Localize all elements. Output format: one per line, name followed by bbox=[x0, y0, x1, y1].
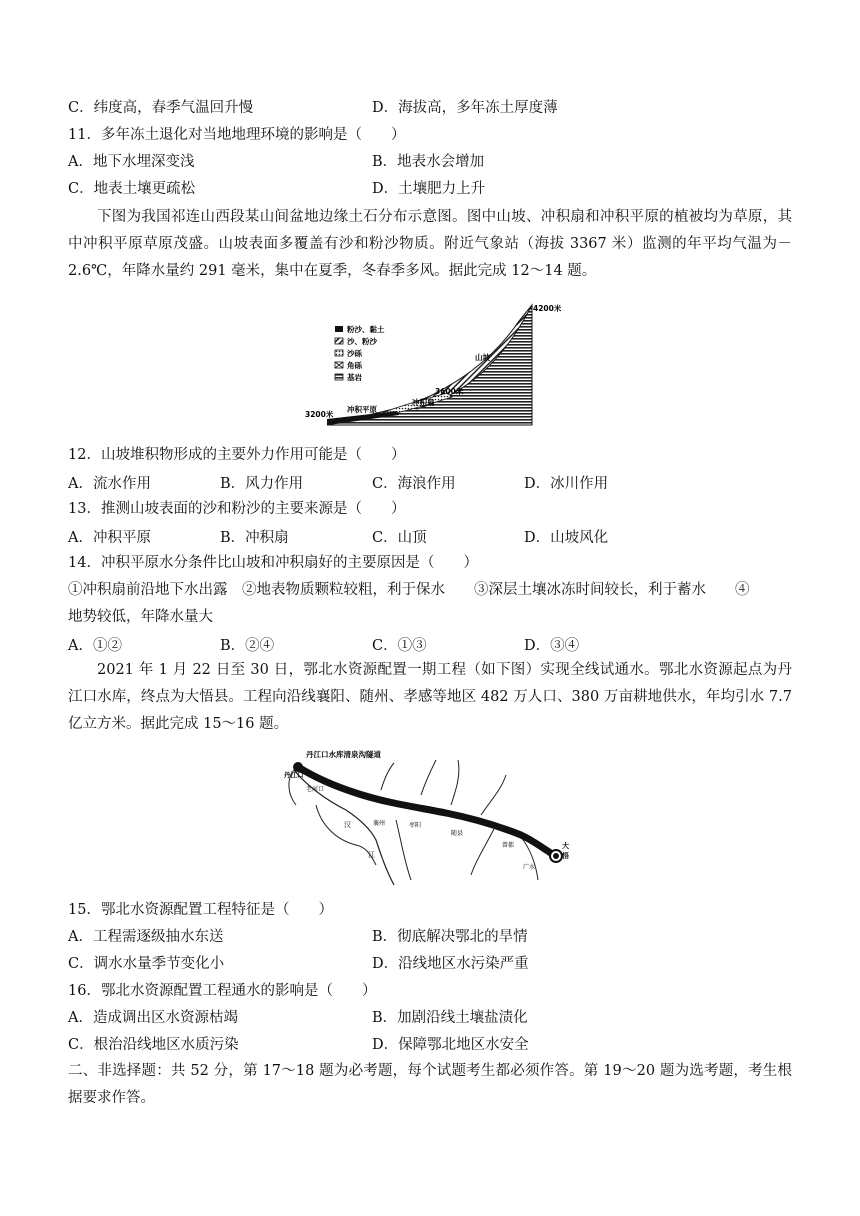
q11-stem: 11．多年冻土退化对当地地理环境的影响是（ ） bbox=[68, 127, 406, 143]
label-laohekou: 老河口 bbox=[306, 786, 325, 793]
q13-option-b: B．冲积扇 bbox=[220, 530, 289, 546]
q14-option-a: A．①② bbox=[68, 638, 122, 654]
q15-stem: 15．鄂北水资源配置工程特征是（ ） bbox=[68, 902, 333, 918]
legend-gravel: 沙砾 bbox=[347, 349, 362, 358]
q16-option-a: A．造成调出区水资源枯竭 bbox=[68, 1010, 238, 1026]
q13-option-a: A．冲积平原 bbox=[68, 530, 151, 546]
q10-option-d: D．海拔高，多年冻土厚度薄 bbox=[372, 100, 558, 116]
q13-option-c: C．山顶 bbox=[372, 530, 427, 546]
passage-qilian: 下图为我国祁连山西段某山间盆地边缘土石分布示意图。图中山坡、冲积扇和冲积平原的植被均为草原，其中冲积平原草原茂盛。山坡表面多覆盖有沙和粉沙物质。附近气象站（海拔 3367 米）监测的年平均气温为－2.6℃，年降水量约 291 毫米，集中在夏季，冬春季多风。据此完成 12～14 题。 bbox=[68, 209, 792, 279]
q11-option-a: A．地下水埋深变浅 bbox=[68, 154, 195, 170]
q16-option-c: C．根治沿线地区水质污染 bbox=[68, 1037, 239, 1053]
legend-swatch-gravel bbox=[335, 350, 343, 356]
label-guangshui: 广水 bbox=[523, 864, 536, 871]
label-dawu-2: 悟 bbox=[562, 852, 569, 860]
q11-option-d: D．土壤肥力上升 bbox=[372, 181, 486, 197]
q15-option-b: B．彻底解决鄂北的旱情 bbox=[372, 929, 528, 945]
q12-option-c: C．海浪作用 bbox=[372, 476, 456, 492]
passage-ebei: 2021 年 1 月 22 日至 30 日，鄂北水资源配置一期工程（如下图）实现全线试通水。鄂北水资源起点为丹江口水库，终点为大悟县。工程向沿线襄阳、随州、孝感等地区 482 万人口、380 万亩耕地供水，年均引水 7.7 亿立方米。据此完成 15～16 题。 bbox=[68, 662, 792, 732]
q13-stem: 13．推测山坡表面的沙和粉沙的主要来源是（ ） bbox=[68, 501, 406, 517]
legend-sand-silt: 沙、粉沙 bbox=[347, 337, 377, 346]
legend-swatch-sand-silt bbox=[335, 338, 343, 344]
label-zengdu: 曾都 bbox=[502, 842, 515, 849]
legend-silt-clay: 粉沙、黏土 bbox=[347, 325, 385, 334]
q15-option-d: D．沿线地区水污染严重 bbox=[372, 956, 529, 972]
label-3600m: 3600米 bbox=[435, 387, 464, 396]
water-project-map bbox=[276, 745, 583, 888]
label-tunnel: 丹江口水库清泉沟隧道 bbox=[306, 750, 381, 759]
tributary-n1 bbox=[381, 763, 394, 790]
q14-stem: 14．冲积平原水分条件比山坡和冲积扇好的主要原因是（ ） bbox=[68, 555, 478, 571]
legend-swatch-silt-clay bbox=[335, 326, 343, 332]
q16-option-d: D．保障鄂北地区水安全 bbox=[372, 1037, 529, 1053]
label-danjiangkou: 丹江口 bbox=[284, 771, 304, 779]
legend-breccia: 角砾 bbox=[347, 361, 362, 370]
q12-option-d: D．冰川作用 bbox=[524, 476, 609, 492]
q16-stem: 16．鄂北水资源配置工程通水的影响是（ ） bbox=[68, 983, 377, 999]
q10-option-c: C．纬度高，春季气温回升慢 bbox=[68, 100, 254, 116]
label-3200m: 3200米 bbox=[305, 410, 334, 419]
tributary-n4 bbox=[481, 775, 506, 815]
label-suixian: 随县 bbox=[451, 830, 464, 837]
label-xiangzhou: 襄州 bbox=[373, 820, 386, 827]
label-han: 汉 bbox=[344, 821, 351, 829]
tributary-s1 bbox=[471, 825, 496, 875]
tributary-south bbox=[316, 805, 376, 865]
q12-option-b: B．风力作用 bbox=[220, 476, 304, 492]
q14-option-c: C．①③ bbox=[372, 638, 427, 654]
section-2-heading: 二、非选择题：共 52 分，第 17～18 题为必考题，每个试题考生都必须作答。第 19～20 题为选考题，考生根据要求作答。 bbox=[68, 1063, 792, 1106]
soil-distribution-figure bbox=[287, 293, 573, 430]
q11-option-c: C．地表土壤更疏松 bbox=[68, 181, 196, 197]
legend-bedrock: 基岩 bbox=[347, 373, 362, 382]
label-slope: 山坡 bbox=[475, 353, 490, 362]
q14-choices-line2: 地势较低，年降水量大 bbox=[68, 609, 213, 625]
q11-option-b: B．地表水会增加 bbox=[372, 154, 485, 170]
label-4200m: 4200米 bbox=[533, 304, 562, 313]
legend-swatch-bedrock bbox=[335, 374, 343, 380]
label-zaoyang: 枣阳 bbox=[409, 822, 422, 829]
tributary-n2 bbox=[421, 760, 436, 795]
tributary-n3 bbox=[451, 760, 459, 805]
tributary-s2 bbox=[396, 820, 411, 880]
label-plain: 冲积平原 bbox=[347, 405, 377, 414]
q13-option-d: D．山坡风化 bbox=[524, 530, 609, 546]
q14-option-b: B．②④ bbox=[220, 638, 275, 654]
q14-choices-line1: ①冲积扇前沿地下水出露 ②地表物质颗粒较粗，利于保水 ③深层土壤冰冻时间较长，利于蓄水 ④ bbox=[68, 582, 750, 598]
q16-option-b: B．加剧沿线土壤盐渍化 bbox=[372, 1010, 528, 1026]
q15-option-c: C．调水水量季节变化小 bbox=[68, 956, 225, 972]
label-jiang: 江 bbox=[368, 851, 375, 859]
q14-option-d: D．③④ bbox=[524, 638, 580, 654]
q12-stem: 12．山坡堆积物形成的主要外力作用可能是（ ） bbox=[68, 447, 406, 463]
label-dawu-1: 大 bbox=[562, 842, 569, 850]
q12-option-a: A．流水作用 bbox=[68, 476, 151, 492]
q15-option-a: A．工程需逐级抽水东送 bbox=[68, 929, 224, 945]
water-canal bbox=[298, 767, 554, 855]
label-fan: 冲积扇 bbox=[412, 398, 435, 407]
